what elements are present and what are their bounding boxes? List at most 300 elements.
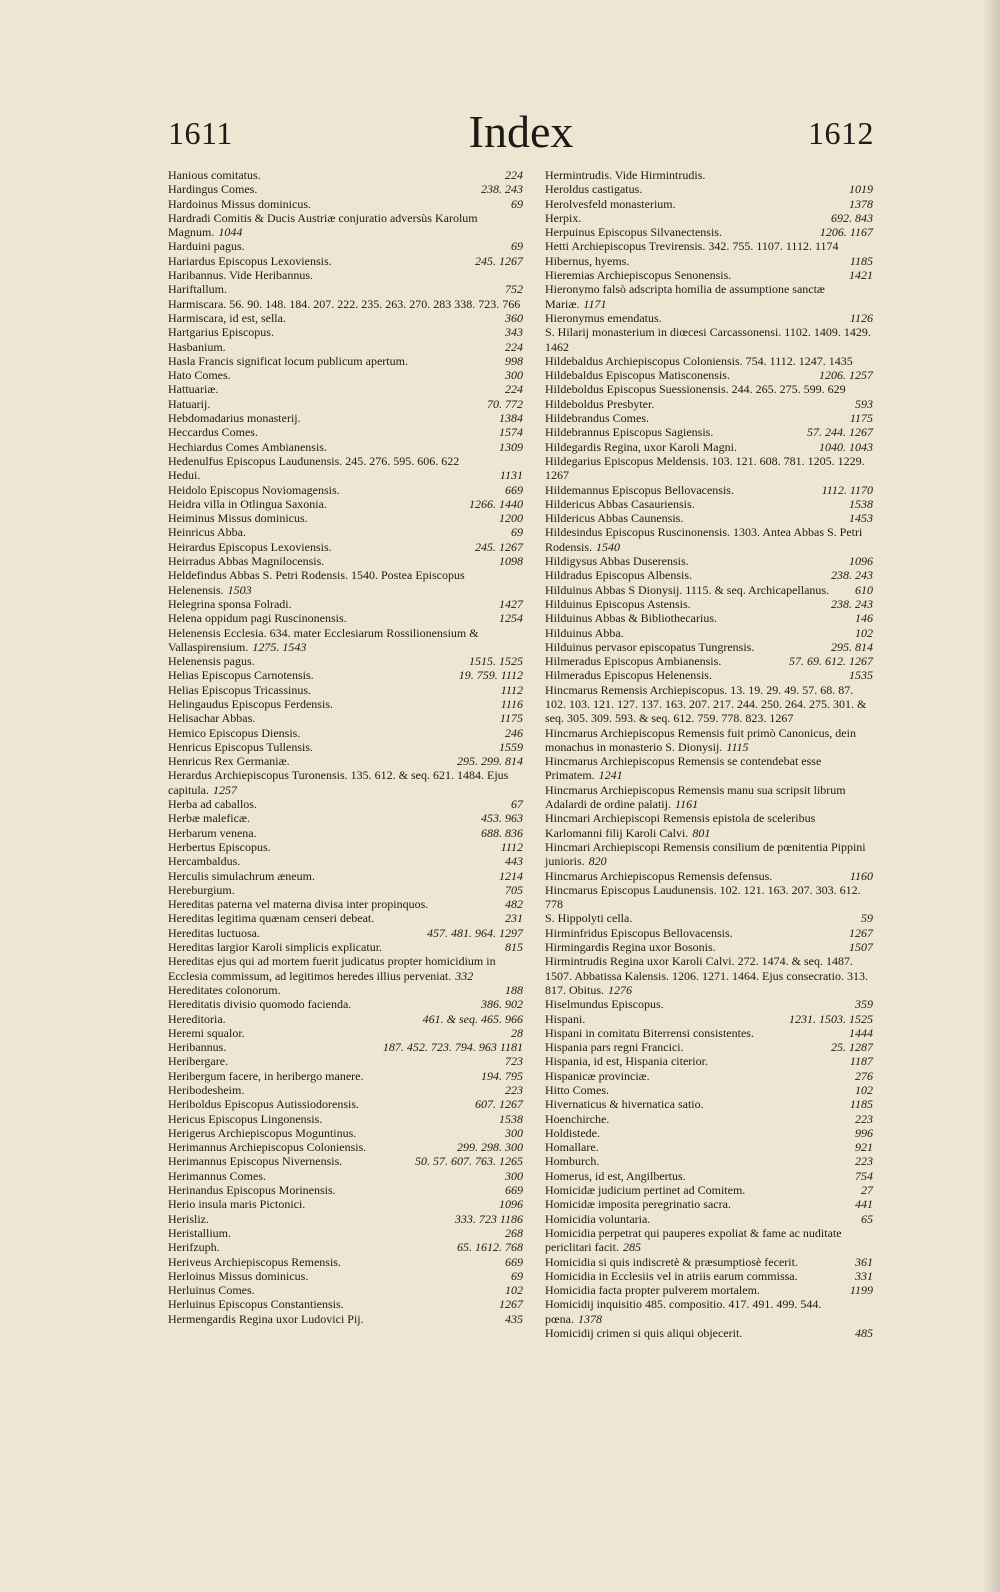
index-page-refs: 300 (505, 368, 523, 383)
index-page-refs: 1185 (849, 1097, 873, 1112)
index-page-refs: 820 (588, 854, 607, 869)
index-entry (168, 425, 523, 439)
index-page-refs: 27 (861, 1183, 873, 1198)
index-page-refs: 1241 (598, 768, 623, 783)
index-page-refs: 1421 (849, 268, 873, 283)
index-page-refs: 295. 814 (831, 639, 873, 654)
index-term: Hildradus Episcopus Albensis. (545, 568, 692, 583)
index-entry (168, 411, 523, 425)
index-entry (545, 583, 873, 597)
index-page-refs: 1112 (500, 839, 523, 854)
index-entry (168, 397, 523, 411)
index-term: Helenensis pagus. (168, 654, 255, 669)
index-page-refs: 457. 481. 964. 1297 (427, 925, 523, 940)
index-term: Hirmintrudis Regina uxor Karoli Calvi. 272. 1474. & seq. 1487. 1507. Abbatissa Kalensis. 1206. 1271. 1464. Ejus consecratio. 313. 817. Obitus. (545, 954, 868, 997)
index-entry (168, 869, 523, 883)
index-term: Hincmarus Episcopus Laudunensis. 102. 121. 163. 207. 303. 612. 778 (545, 882, 861, 912)
index-page-refs: 194. 795 (481, 1068, 523, 1083)
index-term: Homicidæ imposita peregrinatio sacra. (545, 1197, 731, 1212)
index-term: Heriboldus Episcopus Autissiodorensis. (168, 1097, 359, 1112)
index-entry (545, 282, 873, 311)
index-entry (168, 1183, 523, 1197)
index-page-refs: 998 (505, 353, 523, 368)
index-page-refs: 50. 57. 607. 763. 1265 (415, 1154, 523, 1169)
index-term: Hildebaldus Archiepiscopus Coloniensis. 754. 1112. 1247. 1435 (545, 353, 853, 368)
index-term: Hato Comes. (168, 368, 231, 383)
index-page-refs: 1535 (849, 668, 873, 683)
index-term: Hilduinus Abba. (545, 625, 624, 640)
index-page-refs: 67 (511, 797, 523, 812)
index-term: Hermengardis Regina uxor Ludovici Pij. (168, 1311, 364, 1326)
index-term: Hereditas ejus qui ad mortem fuerit judicatus propter homicidium in Ecclesia commissum, ad legitimos heredes illius perveniat. (168, 954, 496, 983)
index-term: Hetti Archiepiscopus Trevirensis. 342. 755. 1107. 1112. 1174 (545, 239, 839, 254)
index-term: Hereditoria. (168, 1011, 226, 1026)
index-entry (168, 483, 523, 497)
index-entry (545, 268, 873, 282)
index-page-refs: 224 (505, 382, 523, 397)
index-term: Herculis simulachrum æneum. (168, 868, 315, 883)
index-term: Heldefindus Abbas S. Petri Rodensis. 1540. Postea Episcopus Helenensis. (168, 568, 465, 597)
index-term: Hedui. (168, 468, 201, 483)
index-page-refs: 69 (511, 196, 523, 211)
index-entry (545, 783, 873, 812)
index-term: Hispania pars regni Francici. (545, 1040, 684, 1055)
index-entry (545, 1169, 873, 1183)
index-page-refs: 223 (855, 1154, 873, 1169)
index-page-refs: 333. 723 1186 (454, 1211, 523, 1226)
index-entry (545, 1212, 873, 1226)
index-entry (545, 225, 873, 239)
index-entry (545, 1326, 873, 1340)
index-entry (545, 1126, 873, 1140)
index-page-refs: 1096 (499, 1197, 523, 1212)
index-entry (168, 197, 523, 211)
index-entry (545, 1012, 873, 1026)
index-term: Heiminus Missus dominicus. (168, 511, 308, 526)
index-entry (545, 168, 873, 182)
index-entry (168, 368, 523, 382)
index-term: Hispania, id est, Hispania citerior. (545, 1054, 708, 1069)
index-page-refs: 245. 1267 (475, 539, 523, 554)
index-term: Haribannus. Vide Heribannus. (168, 268, 314, 283)
index-entry (168, 1154, 523, 1168)
index-entry (545, 411, 873, 425)
index-term: Hercambaldus. (168, 854, 241, 869)
index-entry (168, 168, 523, 182)
index-page-refs: 692. 843 (831, 210, 873, 225)
index-page-refs: 1115 (726, 739, 749, 754)
index-term: Herio insula maris Pictonici. (168, 1197, 306, 1212)
index-term: Hericus Episcopus Lingonensis. (168, 1111, 323, 1126)
index-term: Heccardus Comes. (168, 425, 258, 440)
index-page-refs: 461. & seq. 465. 966 (422, 1011, 523, 1026)
index-term: Hilmeradus Episcopus Ambianensis. (545, 654, 722, 669)
index-term: Heirardus Episcopus Lexoviensis. (168, 539, 332, 554)
index-page-refs: 593 (855, 396, 873, 411)
index-page-refs: 669 (505, 1254, 523, 1269)
index-entry (545, 525, 873, 554)
index-page-refs: 238. 243 (831, 568, 873, 583)
index-entry (545, 397, 873, 411)
index-term: Herluinus Episcopus Constantiensis. (168, 1297, 344, 1312)
index-term: Hincmarus Archiepiscopus Remensis defensus. (545, 868, 773, 883)
index-entry (168, 654, 523, 668)
index-page-refs: 1096 (849, 554, 873, 569)
index-entry (168, 254, 523, 268)
index-term: Homicidæ judicium pertinet ad Comitem. (545, 1183, 746, 1198)
index-term: Henricus Rex Germaniæ. (168, 754, 290, 769)
index-entry (168, 668, 523, 682)
index-term: Hildericus Abbas Casauriensis. (545, 496, 695, 511)
index-entry (168, 1226, 523, 1240)
index-entry (545, 568, 873, 582)
index-page-refs: 187. 452. 723. 794. 963 1181 (382, 1040, 523, 1055)
index-entry (545, 997, 873, 1011)
index-page-refs: 343 (505, 325, 523, 340)
index-term: Hildesindus Episcopus Ruscinonensis. 1303. Antea Abbas S. Petri Rodensis. (545, 525, 863, 554)
index-entry (168, 1112, 523, 1126)
index-entry (168, 1126, 523, 1140)
index-term: Hildebrannus Episcopus Sagiensis. (545, 425, 714, 440)
index-entry (545, 911, 873, 925)
index-term: Herpuinus Episcopus Silvanectensis. (545, 225, 722, 240)
index-term: Hereditas paterna vel materna divisa inter propinquos. (168, 897, 429, 912)
index-entry (545, 1255, 873, 1269)
index-entry (168, 1040, 523, 1054)
index-entry (168, 740, 523, 754)
index-entry (545, 811, 873, 840)
index-term: Hardradi Comitis & Ducis Austriæ conjuratio adversùs Karolum Magnum. (168, 210, 478, 240)
index-entry (168, 211, 523, 240)
index-term: Hildegarius Episcopus Meldensis. 103. 121. 608. 781. 1205. 1229. 1267 (545, 453, 865, 483)
index-term: Herolvesfeld monasterium. (545, 196, 676, 211)
index-page-refs: 295. 299. 814 (457, 754, 523, 769)
index-term: Hilmeradus Episcopus Helenensis. (545, 668, 712, 683)
index-page-refs (563, 897, 567, 911)
index-entry (545, 611, 873, 625)
index-term: Hincmari Archiepiscopi Remensis epistola de sceleribus Karlomanni filij Karoli Calvi. (545, 811, 816, 840)
left-column (168, 168, 523, 1326)
index-entry (168, 883, 523, 897)
index-entry (545, 1197, 873, 1211)
index-entry (168, 926, 523, 940)
index-term: Hilduinus Episcopus Astensis. (545, 596, 691, 611)
index-entry (545, 368, 873, 382)
index-page-refs: 361 (855, 1254, 873, 1269)
index-term: Harmiscara, id est, sella. (168, 310, 286, 325)
index-entry (168, 711, 523, 725)
index-entry (545, 926, 873, 940)
index-term: Hilduinus Abbas & Bibliothecarius. (545, 611, 717, 626)
index-page-refs: 359 (855, 997, 873, 1012)
index-term: Hildebaldus Episcopus Matisconensis. (545, 368, 730, 383)
index-term: Hildemannus Episcopus Bellovacensis. (545, 482, 734, 497)
index-page-refs: 1538 (499, 1111, 523, 1126)
index-page-refs: 996 (855, 1125, 873, 1140)
index-page-refs: 231 (505, 911, 523, 926)
index-entry (168, 1255, 523, 1269)
index-entry (168, 954, 523, 983)
index-page-refs: 246 (505, 725, 523, 740)
index-term: Heribergum facere, in heribergo manere. (168, 1068, 364, 1083)
index-entry (168, 597, 523, 611)
index-term: Hincmari Archiepiscopi Remensis consilium de pœnitentia Pippini junioris. (545, 839, 866, 869)
index-page-refs: 102 (505, 1283, 523, 1298)
index-entry (168, 1169, 523, 1183)
index-term: Heristallium. (168, 1225, 231, 1240)
index-entry (168, 297, 523, 311)
index-page-refs: 285 (622, 1240, 641, 1255)
index-page-refs: 1112. 1170 (821, 482, 873, 497)
index-term: Herbertus Episcopus. (168, 839, 271, 854)
index-page-refs: 1112 (500, 682, 523, 697)
index-term: S. Hippolyti cella. (545, 911, 633, 926)
index-term: Hariftallum. (168, 282, 227, 297)
index-term: Hivernaticus & hivernatica satio. (545, 1097, 704, 1112)
index-page-refs: 754 (855, 1168, 873, 1183)
index-entry (168, 797, 523, 811)
index-entry (168, 282, 523, 296)
index-term: Heribodesheim. (168, 1083, 245, 1097)
index-term: Homallare. (545, 1140, 599, 1155)
index-term: Heribannus. (168, 1040, 227, 1055)
index-entry (168, 311, 523, 325)
index-entry (168, 268, 523, 282)
index-entry (168, 540, 523, 554)
index-term: Hattuariæ. (168, 382, 219, 397)
index-term: Hispani. (545, 1011, 586, 1026)
index-term: Herardus Archiepiscopus Turonensis. 135. 612. & seq. 621. 1484. Ejus capitula. (168, 768, 509, 797)
index-entry (545, 1183, 873, 1197)
index-entry (168, 611, 523, 625)
index-page-refs: 1185 (849, 253, 873, 268)
index-entry (168, 811, 523, 825)
index-entry (168, 683, 523, 697)
index-page-refs: 1214 (499, 868, 523, 883)
index-term: Helias Episcopus Tricassinus. (168, 682, 312, 697)
index-entry (545, 1083, 873, 1097)
index-entry (168, 626, 523, 655)
index-page-refs: 146 (855, 611, 873, 626)
index-page-refs: 1131 (499, 468, 523, 483)
index-entry (168, 1197, 523, 1211)
index-term: Hiselmundus Episcopus. (545, 997, 664, 1012)
index-entry (168, 382, 523, 396)
index-term: Homicidia perpetrat qui pauperes expoliat & fame ac nuditate periclitari facit. (545, 1225, 842, 1255)
index-entry (545, 683, 873, 726)
index-entry (545, 1112, 873, 1126)
index-term: Homicidij inquisitio 485. compositio. 417. 491. 499. 544. pœna. (545, 1297, 822, 1326)
index-entry (545, 1040, 873, 1054)
index-term: Harduini pagus. (168, 239, 245, 254)
index-term: Herimannus Episcopus Nivernensis. (168, 1154, 343, 1169)
index-page-refs: 224 (505, 168, 523, 182)
index-entry (168, 468, 523, 482)
index-term: Hemico Episcopus Diensis. (168, 725, 301, 740)
index-term: Hereditas legitima quænam censeri debeat. (168, 911, 375, 926)
index-term: Helias Episcopus Carnotensis. (168, 668, 314, 683)
index-term: Hereditates colonorum. (168, 982, 281, 997)
index-page-refs: 102 (855, 625, 873, 640)
index-page-refs: 453. 963 (481, 811, 523, 826)
index-page-refs (520, 297, 524, 311)
index-term: Homburch. (545, 1154, 600, 1169)
index-entry (168, 1283, 523, 1297)
index-term: Hanious comitatus. (168, 168, 261, 182)
index-page-refs: 1378 (578, 1311, 602, 1326)
index-page-refs: 1515. 1525 (469, 654, 523, 669)
index-entry (545, 597, 873, 611)
index-entry (545, 654, 873, 668)
index-page-refs: 69 (511, 239, 523, 254)
index-entry (545, 668, 873, 682)
index-page-refs: 1507 (849, 940, 873, 955)
index-page-refs: 386. 902 (481, 997, 523, 1012)
index-entry (545, 454, 873, 483)
index-entry (168, 354, 523, 368)
index-entry (545, 840, 873, 869)
index-page-refs: 1199 (849, 1283, 873, 1298)
index-page-refs (793, 711, 797, 725)
index-term: Hasbanium. (168, 339, 226, 354)
index-page-refs: 441 (855, 1197, 873, 1212)
index-entry (168, 897, 523, 911)
index-page-refs: 300 (505, 1168, 523, 1183)
index-page-refs: 1266. 1440 (469, 496, 523, 511)
index-term: Herinandus Episcopus Morinensis. (168, 1183, 336, 1198)
index-term: Hatuarij. (168, 396, 211, 411)
page-gutter-shade (982, 0, 1000, 1592)
index-entry (168, 1083, 523, 1097)
index-entry (545, 1097, 873, 1111)
index-page-refs: 28 (511, 1025, 523, 1040)
index-entry (168, 768, 523, 797)
index-entry (545, 869, 873, 883)
index-page-refs: 1267 (499, 1297, 523, 1312)
index-term: Hilduinus pervasor episcopatus Tungrensis. (545, 639, 755, 654)
index-entry (168, 497, 523, 511)
index-page-refs: 1206. 1257 (819, 368, 873, 383)
index-term: Hebdomadarius monasterij. (168, 411, 301, 426)
index-entry (545, 325, 873, 354)
index-page-refs: 69 (511, 525, 523, 540)
index-term: Hasla Francis significat locum publicum apertum. (168, 353, 408, 368)
index-entry (168, 1269, 523, 1283)
index-term: Hereburgium. (168, 882, 235, 897)
index-page-refs: 1257 (212, 782, 237, 797)
index-term: Heidra villa in Otlingua Saxonia. (168, 496, 327, 511)
index-entry (168, 1212, 523, 1226)
index-page-refs: 238. 243 (831, 596, 873, 611)
index-page-refs: 921 (855, 1140, 873, 1155)
index-page-refs: 1200 (499, 511, 523, 526)
index-entry (168, 1069, 523, 1083)
index-term: Homicidij crimen si quis aliqui objecerit. (545, 1326, 743, 1341)
index-entry (168, 754, 523, 768)
index-entry (545, 511, 873, 525)
index-page-refs: 331 (855, 1268, 873, 1283)
index-term: S. Hilarij monasterium in diœcesi Carcassonensi. 1102. 1409. 1429. 1462 (545, 325, 871, 354)
index-entry (168, 340, 523, 354)
index-entry (545, 440, 873, 454)
index-entry (545, 626, 873, 640)
index-entry (168, 726, 523, 740)
index-page-refs: 102 (855, 1083, 873, 1097)
index-entry (168, 182, 523, 196)
index-page-refs: 482 (505, 897, 523, 912)
index-entry (168, 697, 523, 711)
index-term: Hildegardis Regina, uxor Karoli Magni. (545, 439, 737, 454)
index-entry (545, 1283, 873, 1297)
index-term: Hariardus Episcopus Lexoviensis. (168, 253, 332, 268)
index-entry (545, 1069, 873, 1083)
index-entry (168, 1297, 523, 1311)
index-page-refs (569, 468, 573, 482)
index-page-refs: 1538 (849, 496, 873, 511)
index-page-refs: 1427 (499, 596, 523, 611)
index-entry (545, 182, 873, 196)
index-term: Hirmingardis Regina uxor Bosonis. (545, 940, 716, 955)
index-page-refs: 1187 (849, 1054, 873, 1069)
index-term: Heirradus Abbas Magnilocensis. (168, 554, 325, 569)
index-term: Hereditatis divisio quomodo facienda. (168, 997, 352, 1012)
index-term: Hirminfridus Episcopus Bellovacensis. (545, 925, 733, 940)
index-entry (168, 983, 523, 997)
index-entry (545, 640, 873, 654)
index-term: Herimannus Comes. (168, 1168, 266, 1183)
index-page-refs: 299. 298. 300 (457, 1140, 523, 1155)
index-entry (545, 382, 873, 396)
index-entry (168, 1240, 523, 1254)
index-term: Hincmarus Archiepiscopus Remensis manu sua scripsit librum Adalardi de ordine palatij. (545, 782, 846, 812)
index-entry (168, 525, 523, 539)
index-page-refs: 188 (505, 982, 523, 997)
index-entry (168, 1012, 523, 1026)
index-entry (168, 1140, 523, 1154)
index-term: Hildebrandus Comes. (545, 411, 649, 426)
index-entry (168, 911, 523, 925)
index-page-refs: 1276 (608, 982, 633, 997)
index-term: Hitto Comes. (545, 1083, 610, 1097)
index-entry (545, 1140, 873, 1154)
index-entry (545, 754, 873, 783)
index-page-refs: 705 (505, 882, 523, 897)
index-page-refs: 443 (505, 854, 523, 869)
index-term: Hibernus, hyems. (545, 253, 630, 268)
index-entry (545, 726, 873, 755)
index-term: Herifzuph. (168, 1240, 220, 1255)
index-entry (168, 940, 523, 954)
index-term: Hildericus Abbas Caunensis. (545, 511, 684, 526)
index-term: Heidolo Episcopus Noviomagensis. (168, 482, 340, 497)
index-page-refs: 1126 (849, 310, 873, 325)
index-entry (168, 826, 523, 840)
index-term: Herpix. (545, 210, 582, 225)
index-term: Hincmarus Remensis Archiepiscopus. 13. 19. 29. 49. 57. 68. 87. 102. 103. 121. 127. 137. 163. 207. 217. 244. 250. 264. 275. 301. & seq. 305. 309. 593. & seq. 612. 759. 778. 823. 1267 (545, 682, 867, 726)
index-page-refs: 300 (505, 1125, 523, 1140)
index-term: Herbæ maleficæ. (168, 811, 250, 826)
index-term: Hardingus Comes. (168, 182, 258, 197)
index-term: Helegrina sponsa Folradi. (168, 596, 292, 611)
index-page-refs: 65. 1612. 768 (457, 1240, 523, 1255)
index-page-refs: 223 (855, 1111, 873, 1126)
index-page-refs: 1175 (499, 711, 523, 726)
index-page-refs: 1444 (849, 1025, 873, 1040)
index-page-refs: 245. 1267 (475, 253, 523, 268)
index-entry (545, 311, 873, 325)
index-page-refs: 1116 (500, 696, 523, 711)
index-entry (545, 211, 873, 225)
